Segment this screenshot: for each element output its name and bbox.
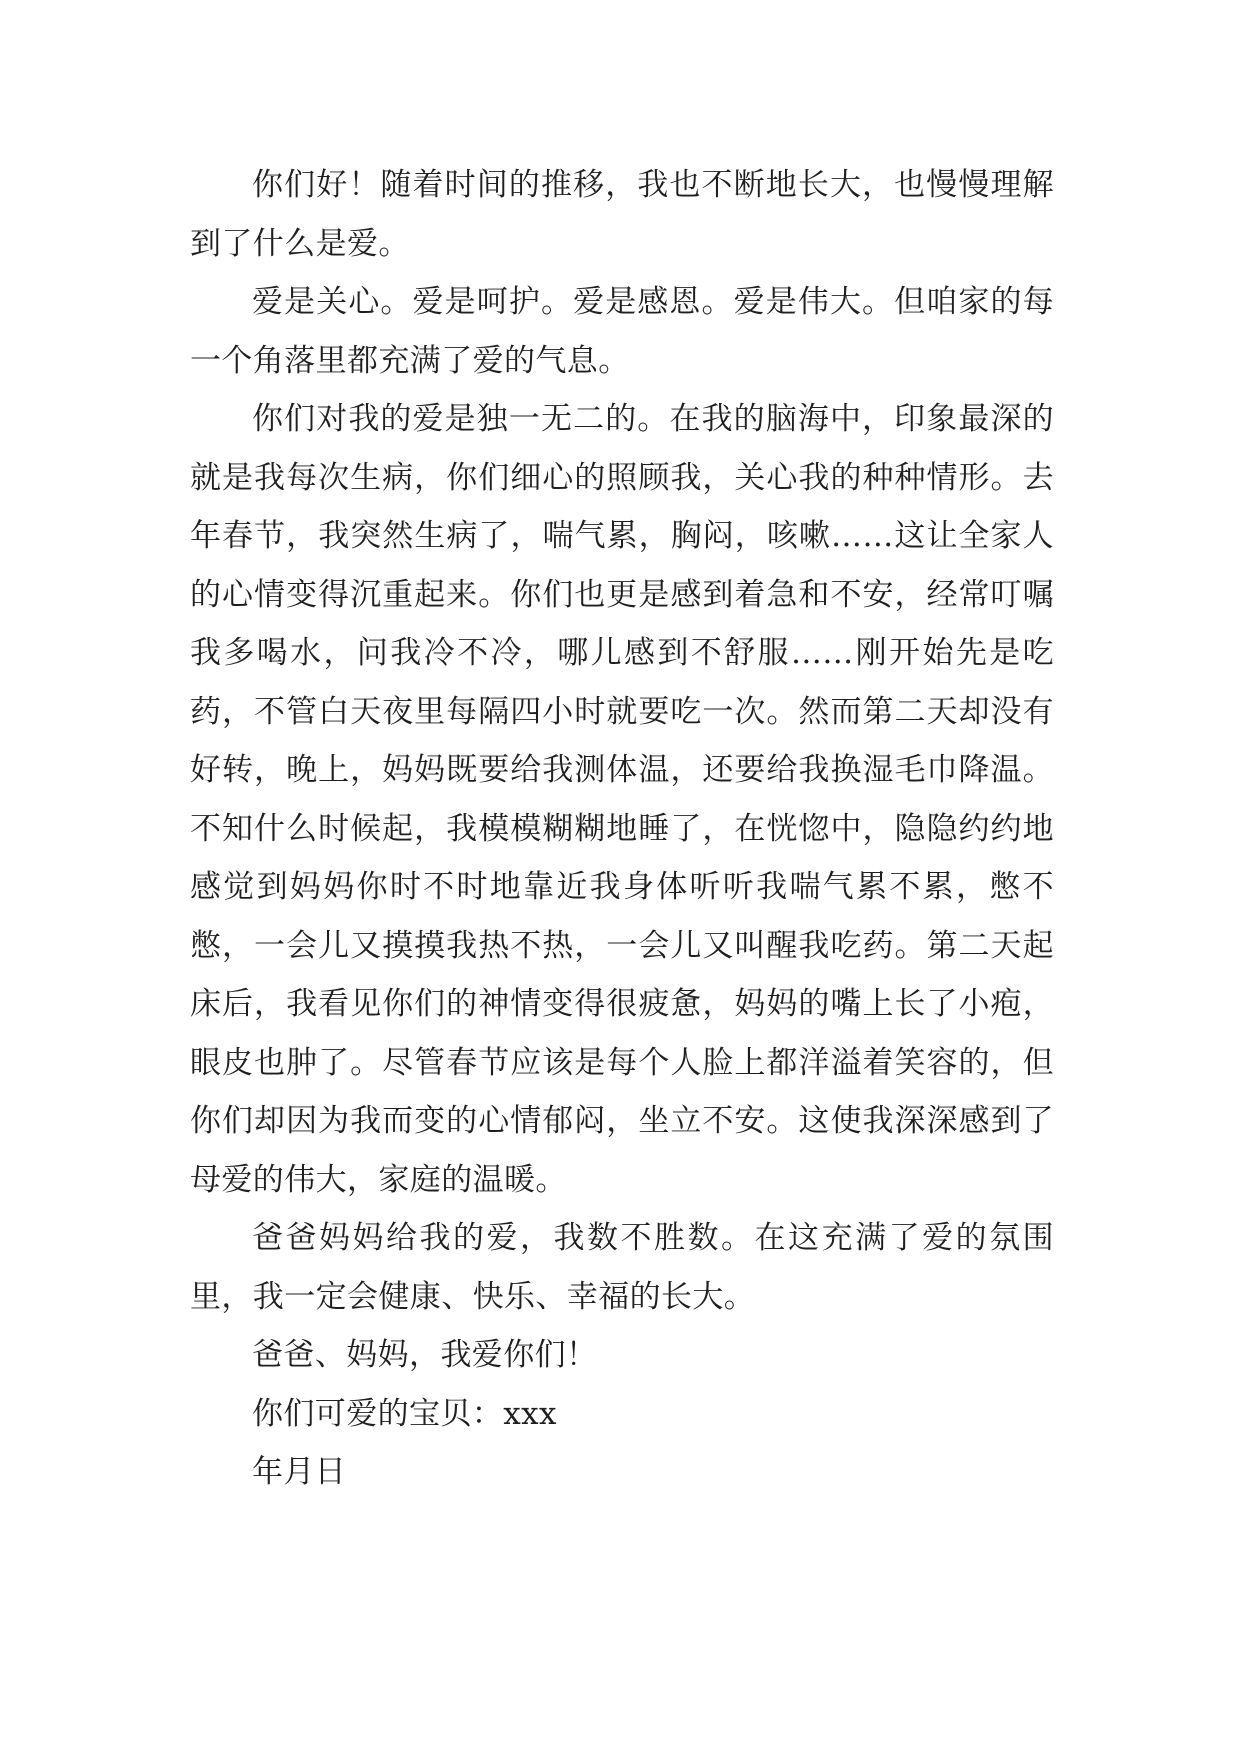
letter-body bbox=[190, 156, 1054, 1502]
date-line: 年月日 bbox=[252, 1454, 347, 1490]
paragraph-illness-story: 你们对我的爱是独一无二的。在我的脑海中，印象最深的就是我每次生病，你们细心的照顾我，关心我的种种情形。去年春节，我突然生病了，喘气累，胸闷，咳嗽……这让全家人的心情变得沉重起来。你们也更是感到着急和不安，经常叮嘱我多喝水，问我冷不冷，哪儿感到不舒服……刚开始先是吃药，不管白天夜里每隔四小时就要吃一次。然而第二天却没有好转，晚上，妈妈既要给我测体温，还要给我换湿毛巾降温。不知什么时候起，我模模糊糊地睡了，在恍惚中，隐隐约约地感觉到妈妈你时不时地靠近我身体听听我喘气累不累，憋不憋，一会儿又摸摸我热不热，一会儿又叫醒我吃药。第二天起床后，我看见你们的神情变得很疲惫，妈妈的嘴上长了小疱，眼皮也肿了。尽管春节应该是每个人脸上都洋溢着笑容的，但你们却因为我而变的心情郁闷，坐立不安。这使我深深感到了母爱的伟大，家庭的温暖。 bbox=[190, 401, 1054, 1198]
paragraph-love-is: 爱是关心。爱是呵护。爱是感恩。爱是伟大。但咱家的每一个角落里都充满了爱的气息。 bbox=[190, 284, 1054, 379]
paragraph-greeting: 你们好！随着时间的推移，我也不断地长大，也慢慢理解到了什么是爱。 bbox=[190, 167, 1054, 262]
paragraph-countless-love: 爸爸妈妈给我的爱，我数不胜数。在这充满了爱的氛围里，我一定会健康、快乐、幸福的长大。 bbox=[190, 1220, 1054, 1315]
paragraph-i-love-you: 爸爸、妈妈，我爱你们！ bbox=[252, 1337, 598, 1373]
signature: 你们可爱的宝贝：xxx bbox=[252, 1395, 557, 1432]
